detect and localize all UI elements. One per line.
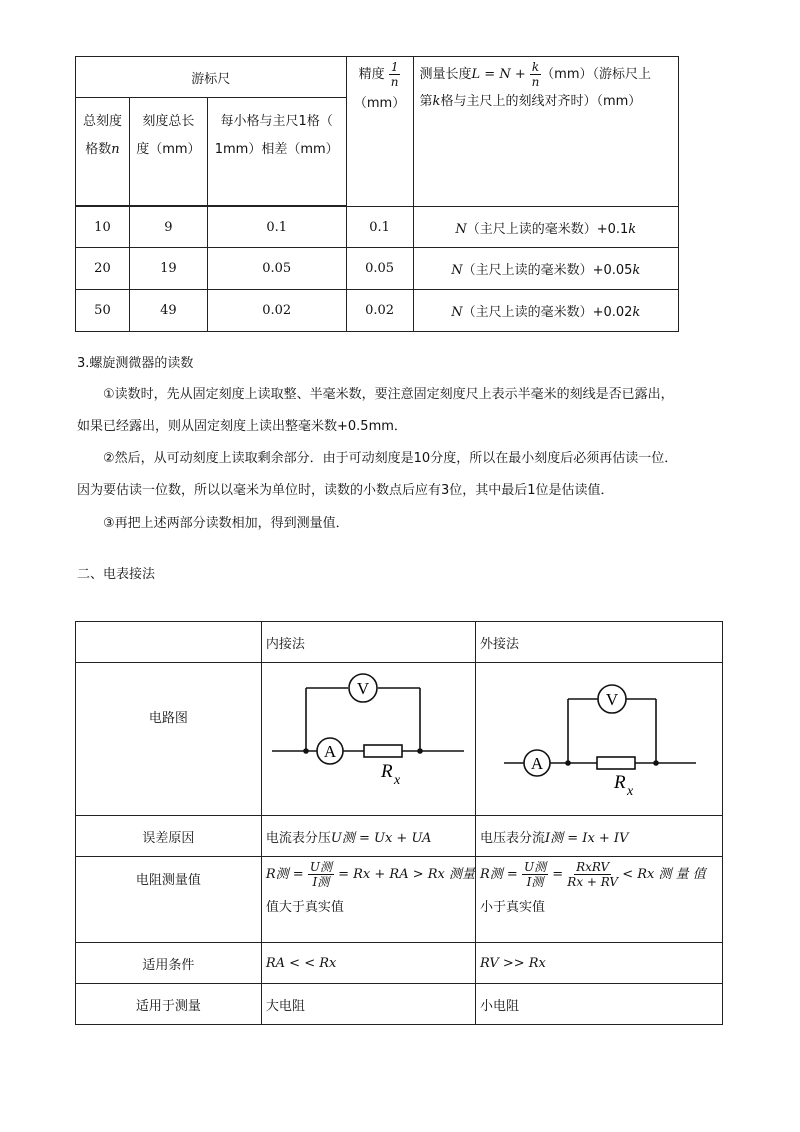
col-inner: 内接法 (261, 622, 475, 663)
paragraph: ③再把上述两部分读数相加，得到测量值． (103, 516, 349, 531)
header-vernier: 游标尺 (76, 57, 347, 98)
fraction: $\frac{\text{U测}}{\text{I测}}$ (523, 860, 547, 889)
condition-outer: RV >> Rx (476, 943, 723, 984)
header-precision: 精度 $\frac{1}{n}$ （mm） (346, 57, 413, 207)
row-label-error: 误差原因 (76, 816, 262, 857)
row-label-circuit: 电路图 (76, 663, 262, 816)
table-row: 50 49 0.02 0.02 N（主尺上读的毫米数）+0.02k (76, 290, 679, 332)
voltmeter-label: V (605, 690, 619, 709)
outer-circuit-diagram (476, 663, 722, 811)
inner-circuit-diagram (268, 663, 468, 811)
paragraph: 因为要估读一位数，所以以毫米为单位时，读数的小数点后应有3位，其中最后1位是估读值． (77, 483, 614, 498)
measure-fraction: $\frac{k}{n}$ (531, 60, 540, 89)
circuit-inner (261, 663, 475, 816)
resist-outer: R测 = $\frac{\text{U测}}{\text{I测}}$ = $\frac{\text{RxRV}}{Rx + RV}$ < Rx 测 量 值 小于真实值 (476, 857, 723, 943)
section-two-heading: 二、电表接法 (77, 567, 156, 582)
paragraph: ①读数时，先从固定刻度上读取整、半毫米数，要注意固定刻度尺上表示半毫米的刻线是否已露出， (103, 387, 674, 402)
header-total-divisions: 总刻度 格数n (76, 98, 130, 206)
header-difference: 每小格与主尺1格（ 1mm）相差（mm） (207, 98, 346, 206)
table-row: 20 19 0.05 0.05 N（主尺上读的毫米数）+0.05k (76, 248, 679, 290)
svg-text:x: x (627, 784, 634, 799)
section3-heading: 3.螺旋测微器的读数 (77, 356, 194, 371)
row-label-resistance: 电阻测量值 (76, 857, 262, 943)
fraction: $\frac{\text{U测}}{\text{I测}}$ (309, 860, 332, 889)
col-outer: 外接法 (476, 622, 723, 663)
table-row: 10 9 0.1 0.1 N（主尺上读的毫米数）+0.1k (76, 207, 679, 248)
row-label-use: 适用于测量 (76, 984, 262, 1025)
ammeter-label: A (530, 754, 544, 773)
header-total-length: 刻度总长 度（mm） (129, 98, 207, 206)
circuit-outer (476, 663, 723, 816)
use-outer: 小电阻 (476, 984, 723, 1025)
svg-text:x: x (394, 773, 401, 788)
error-inner: 电流表分压U测 = Ux + UA (261, 816, 475, 857)
error-outer: 电压表分流I测 = Ix + IV (476, 816, 723, 857)
paragraph: 如果已经露出，则从固定刻度上读出整毫米数+0.5mm． (77, 419, 407, 434)
fraction: $\frac{\text{RxRV}}{Rx + RV}$ (567, 860, 619, 889)
row-label-condition: 适用条件 (76, 943, 262, 984)
ammeter-label: A (324, 742, 337, 761)
resist-inner: R测 = $\frac{\text{U测}}{\text{I测}}$ = Rx + RA > Rx 测量 值大于真实值 (261, 857, 475, 943)
voltmeter-label: V (357, 679, 370, 698)
precision-fraction: $\frac{1}{n}$ (390, 60, 399, 89)
resistor-label: R (614, 772, 626, 793)
use-inner: 大电阻 (261, 984, 475, 1025)
resistor-label: R (381, 761, 394, 782)
paragraph: ②然后，从可动刻度上读取剩余部分．由于可动刻度是10分度，所以在最小刻度后必须再估读一位． (103, 451, 678, 466)
header-measure: 测量长度L = N + $\frac{k}{n}$ （mm）（游标尺上 第k格与主尺上的刻线对齐时）（mm） (413, 57, 678, 207)
condition-inner: RA < < Rx (261, 943, 475, 984)
meter-table (75, 621, 723, 1025)
vernier-table (75, 56, 679, 332)
